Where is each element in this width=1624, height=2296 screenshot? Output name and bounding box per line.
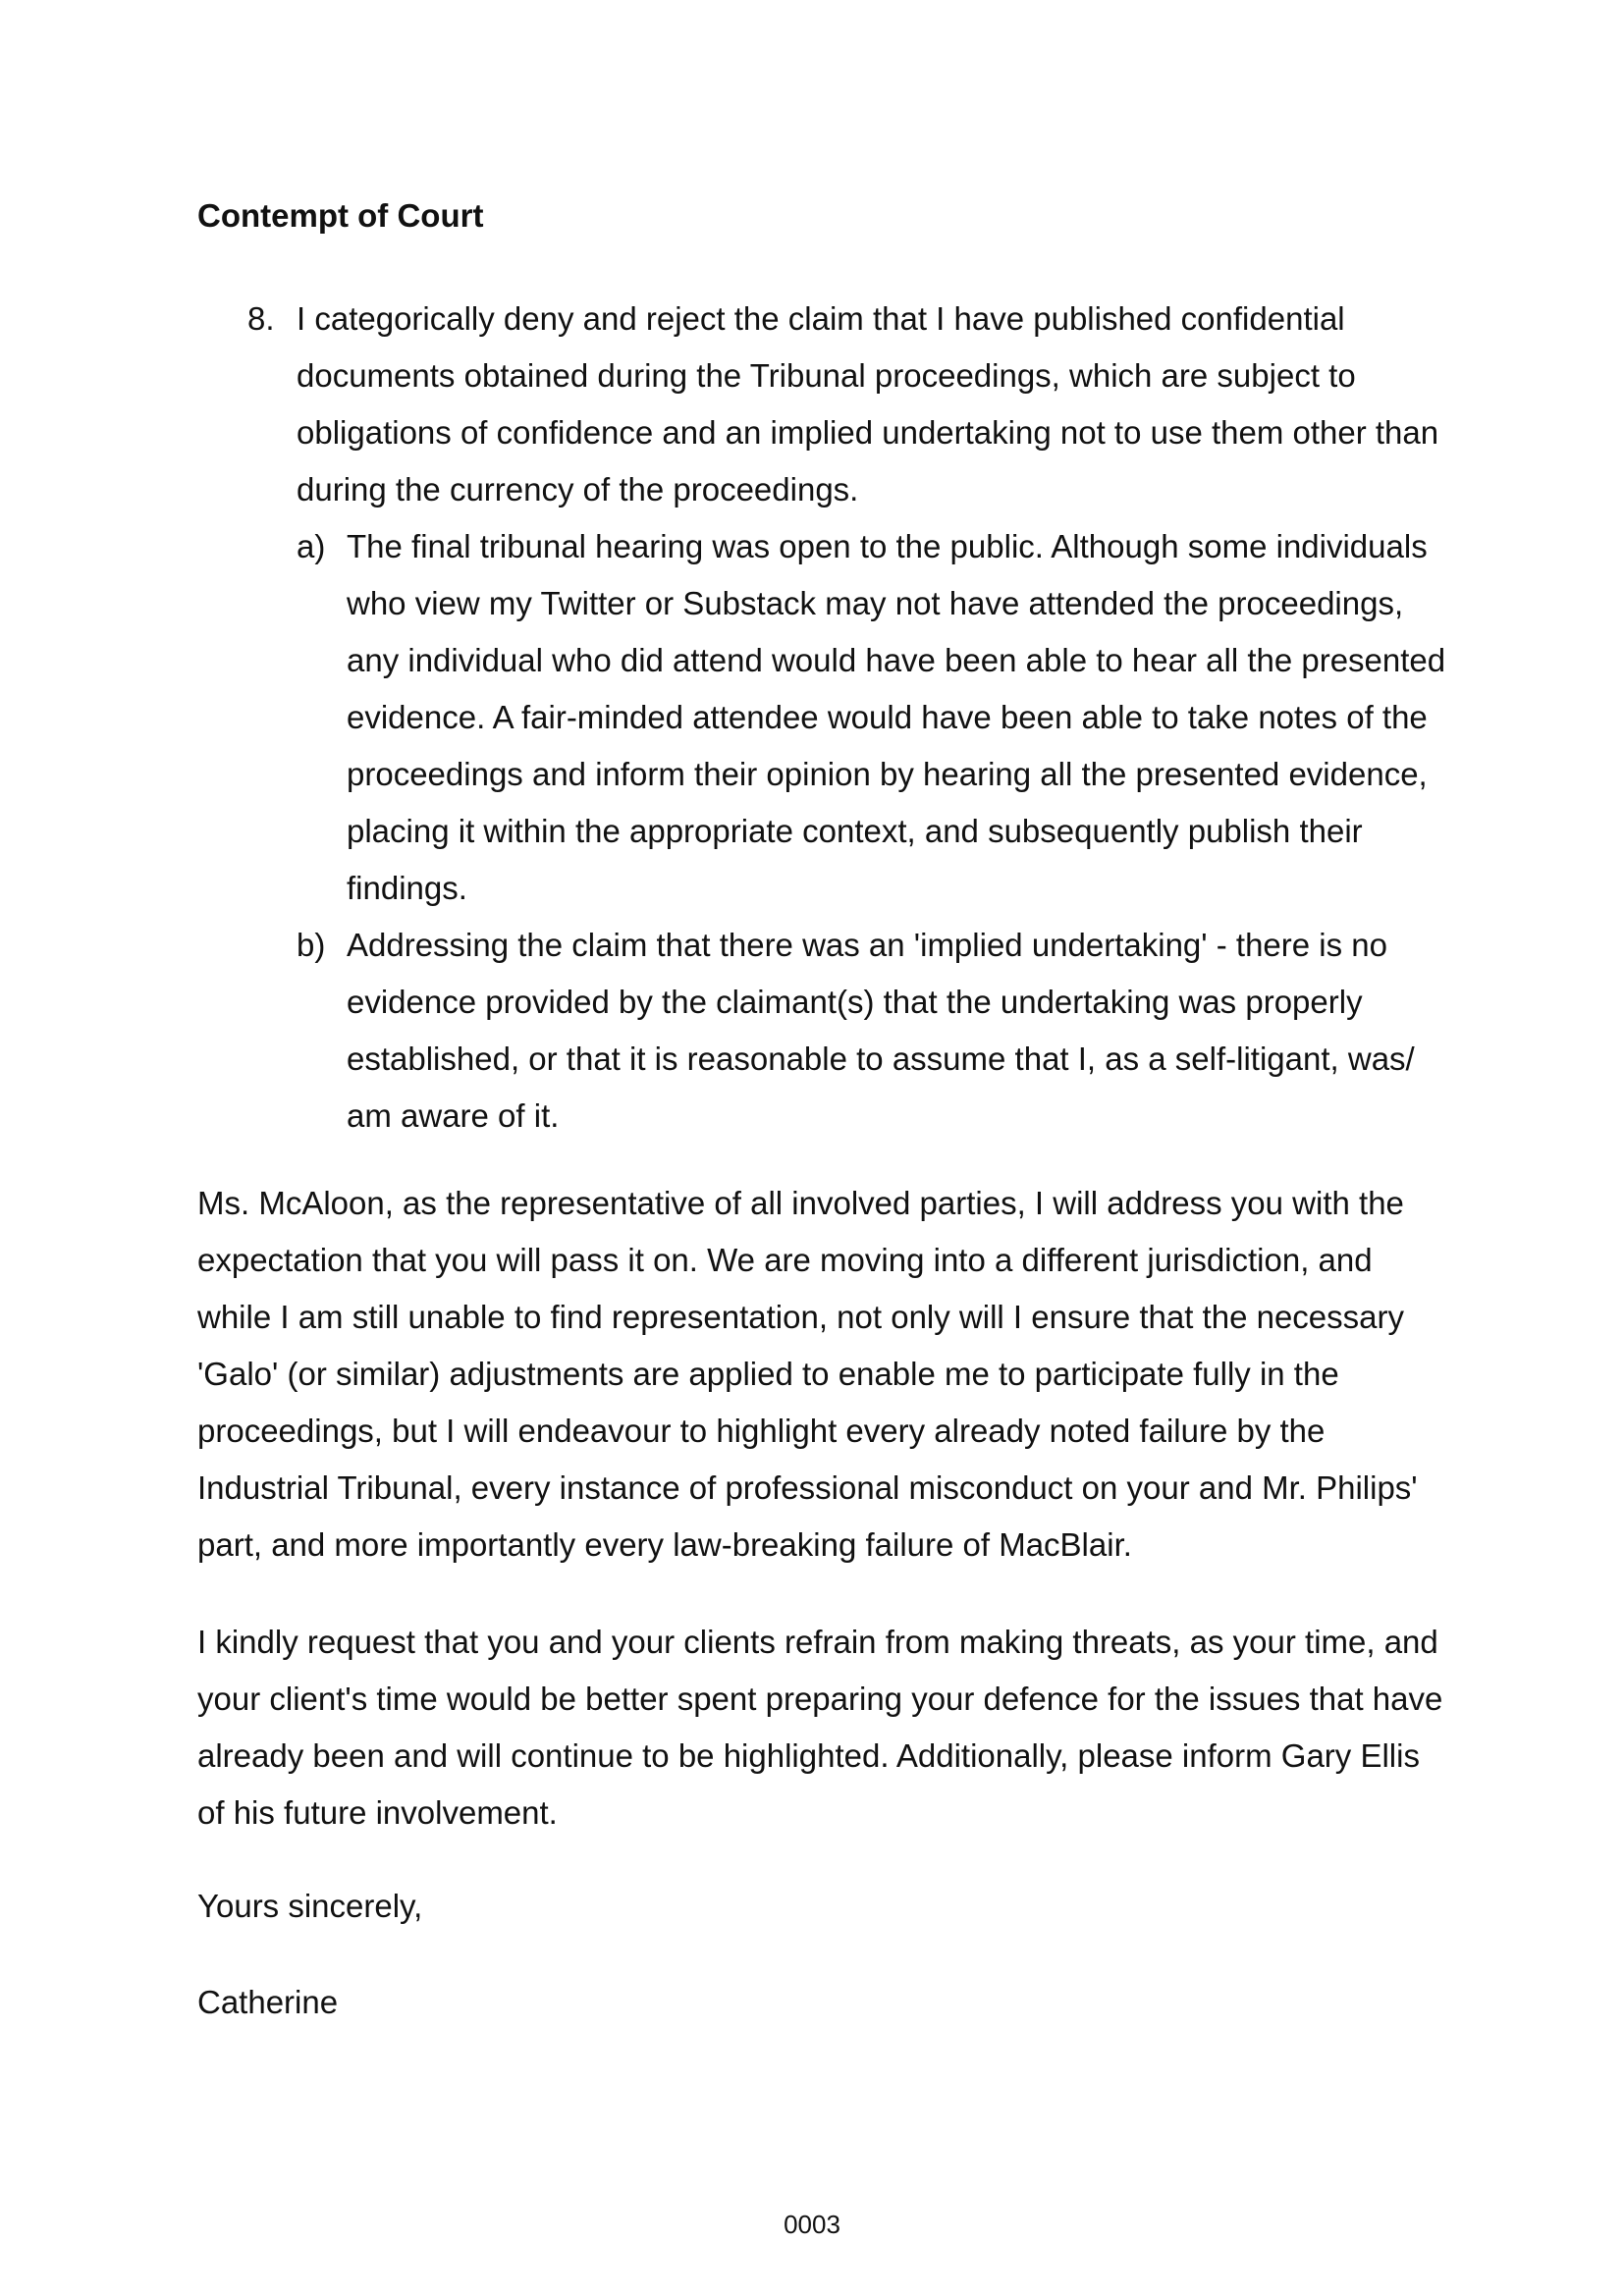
subitem-a [297,518,1454,917]
subitem-label: b) [297,927,326,963]
item-text: I categorically deny and reject the claim that I have published confidential documents obtained during the Tribunal proceedings, which are subject to obligations of confidence and an implied undertaking not to use them other than during the currency of the proceedings. [297,300,1439,507]
section-heading: Contempt of Court [197,197,484,234]
numbered-item-8 [197,291,1454,1145]
subitem-b [297,917,1454,1145]
subitem-label: a) [297,528,326,564]
item-number: 8. [247,300,275,337]
subitem-text: Addressing the claim that there was an 'implied undertaking' - there is no evidence provided by the claimant(s) that the undertaking was properly established, or that it is reasonable to assume that I, as a self-litigant, was/ am aware of it. [347,927,1415,1134]
body-paragraph: I kindly request that you and your clients refrain from making threats, as your time, and your client's time would be better spent preparing your defence for the issues that have already been and will continue to be highlighted. Additionally, please inform Gary Ellis of his future involvement. [197,1624,1443,1831]
signature-name: Catherine [197,1984,339,2020]
body-paragraph: Ms. McAloon, as the representative of all involved parties, I will address you with the expectation that you will pass it on. We are moving into a different jurisdiction, and while I am still unable to find representation, not only will I ensure that the necessary 'Galo' (or similar) adjustments are applied to enable me to participate fully in the proceedings, but I will endeavour to highlight every already noted failure by the Industrial Tribunal, every instance of professional misconduct on your and Mr. Philips' part, and more importantly every law-breaking failure of MacBlair. [197,1185,1418,1563]
closing-salutation: Yours sincerely, [197,1888,423,1924]
subitem-text: The final tribunal hearing was open to the public. Although some individuals who view my Twitter or Substack may not have attended the proceedings, any individual who did attend would have been able to hear all the presented evidence. A fair-minded attendee would have been able to take notes of the proceedings and inform their opinion by hearing all the presented evidence, placing it within the appropriate context, and subsequently publish their findings. [347,528,1446,906]
page-number: 0003 [784,2210,840,2239]
numbered-item-row [197,291,1454,518]
item-number-column [197,291,297,518]
